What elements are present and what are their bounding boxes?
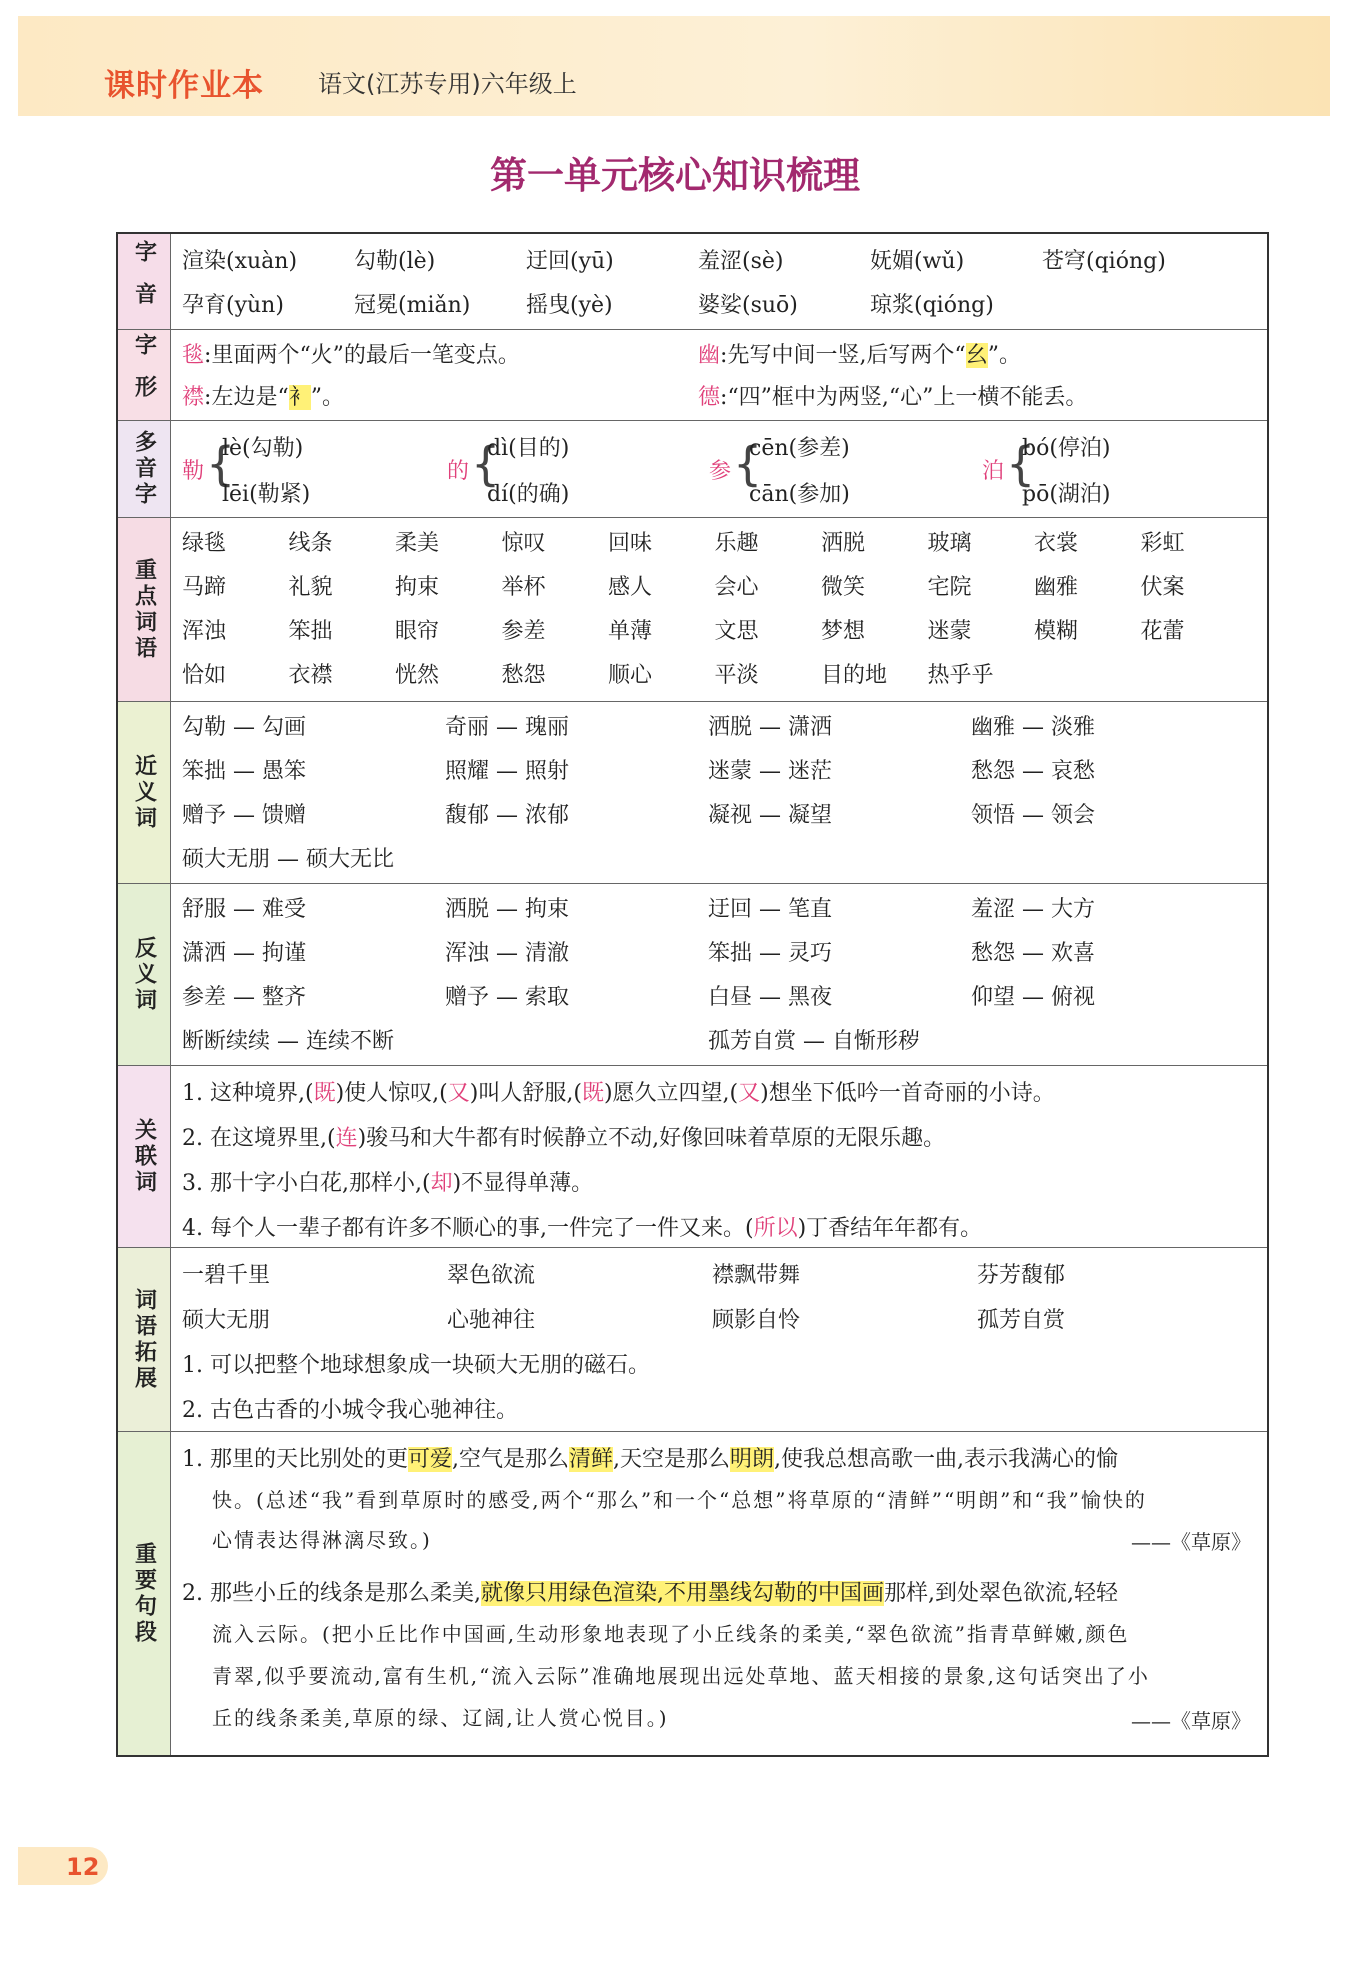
word-item: 馥郁 — 浓郁 bbox=[445, 803, 569, 828]
word-item: 眼帘 bbox=[395, 619, 440, 644]
word-item: 参差 — 整齐 bbox=[182, 985, 306, 1010]
word-item: 赠予 — 索取 bbox=[445, 985, 569, 1010]
pinyin-item: 羞涩(sè) bbox=[698, 249, 784, 274]
word-item: 会心 bbox=[714, 575, 759, 600]
zixing-item: 襟:左边是“衤”。 bbox=[182, 385, 344, 410]
idiom-item: 硕大无朋 bbox=[182, 1308, 271, 1333]
word-item: 舒服 — 难受 bbox=[182, 897, 306, 922]
knowledge-table bbox=[116, 232, 1269, 1757]
passage-note: 快。(总述“我”看到草原时的感受,两个“那么”和一个“总想”将草原的“清鲜”“明朗”和“我”愉快的 bbox=[212, 1488, 1147, 1512]
word-item: 硕大无朋 — 硕大无比 bbox=[182, 847, 394, 872]
key-passage: 2. 那些小丘的线条是那么柔美,就像只用绿色渲染,不用墨线勾勒的中国画那样,到处翠色欲流,轻轻 bbox=[182, 1581, 1118, 1606]
pinyin-item: 冠冕(miǎn) bbox=[354, 293, 471, 318]
passage-note: 流入云际。(把小丘比作中国画,生动形象地表现了小丘线条的柔美,“翠色欲流”指青草鲜嫩,颜色 bbox=[212, 1622, 1130, 1646]
guan-lian-content bbox=[182, 1066, 1259, 1247]
word-item: 梦想 bbox=[821, 619, 866, 644]
word-item: 照耀 — 照射 bbox=[445, 759, 569, 784]
word-item: 奇丽 — 瑰丽 bbox=[445, 715, 569, 740]
word-item: 热乎乎 bbox=[927, 663, 994, 688]
word-item: 愁怨 — 欢喜 bbox=[971, 941, 1095, 966]
fan-yi-content bbox=[182, 884, 1259, 1065]
passage-note: 丘的线条柔美,草原的绿、辽阔,让人赏心悦目。) bbox=[212, 1706, 669, 1730]
word-item: 浑浊 bbox=[182, 619, 227, 644]
word-item: 浑浊 — 清澈 bbox=[445, 941, 569, 966]
example-sentence: 2. 古色古香的小城令我心驰神往。 bbox=[182, 1398, 518, 1423]
row-duo-yin bbox=[118, 421, 1267, 518]
row-label: 关联词 bbox=[118, 1066, 171, 1247]
word-item: 平淡 bbox=[714, 663, 759, 688]
duo-yin-content bbox=[182, 421, 1259, 517]
zixing-item: 德:“四”框中为两竖,“心”上一横不能丢。 bbox=[698, 385, 1088, 410]
pinyin-item: 婆娑(suō) bbox=[698, 293, 798, 318]
row-label: 近义词 bbox=[118, 702, 171, 883]
page-number: 12 bbox=[66, 1853, 100, 1881]
passage-note: 青翠,似乎要流动,富有生机,“流入云际”准确地展现出远处草地、蓝天相接的景象,这句话突出了小 bbox=[212, 1664, 1150, 1688]
row-label: 字音 bbox=[118, 234, 171, 329]
pinyin-item: 摇曳(yè) bbox=[526, 293, 613, 318]
word-item: 微笑 bbox=[821, 575, 866, 600]
idiom-item: 芬芳馥郁 bbox=[977, 1263, 1066, 1288]
idiom-item: 顾影自怜 bbox=[712, 1308, 801, 1333]
word-item: 潇洒 — 拘谨 bbox=[182, 941, 306, 966]
word-item: 迷蒙 — 迷茫 bbox=[708, 759, 832, 784]
key-passage: 1. 那里的天比别处的更可爱,空气是那么清鲜,天空是那么明朗,使我总想高歌一曲,表示我满心的愉 bbox=[182, 1447, 1119, 1472]
polyphone-group: 勒 { lè(勾勒) lēi(勒紧) bbox=[182, 436, 311, 507]
word-item: 笨拙 — 灵巧 bbox=[708, 941, 832, 966]
row-label: 多音字 bbox=[118, 421, 171, 517]
conjunction-sentence: 4. 每个人一辈子都有许多不顺心的事,一件完了一件又来。(所以)丁香结年年都有。 bbox=[182, 1216, 983, 1241]
polyphone-group: 的 { dì(目的) dí(的确) bbox=[447, 436, 570, 507]
word-item: 拘束 bbox=[395, 575, 440, 600]
word-item: 衣襟 bbox=[288, 663, 333, 688]
idiom-item: 翠色欲流 bbox=[447, 1263, 536, 1288]
row-ju-duan bbox=[118, 1432, 1267, 1755]
row-label: 反义词 bbox=[118, 884, 171, 1065]
word-item: 花蕾 bbox=[1140, 619, 1185, 644]
word-item: 单薄 bbox=[608, 619, 653, 644]
word-item: 洒脱 — 潇洒 bbox=[708, 715, 832, 740]
word-item: 绿毯 bbox=[182, 531, 227, 556]
passage-source: ——《草原》 bbox=[1131, 1530, 1251, 1554]
word-item: 伏案 bbox=[1140, 575, 1185, 600]
conjunction-sentence: 3. 那十字小白花,那样小,(却)不显得单薄。 bbox=[182, 1171, 594, 1196]
pinyin-item: 迂回(yū) bbox=[526, 249, 614, 274]
word-item: 断断续续 — 连续不断 bbox=[182, 1029, 394, 1054]
word-item: 感人 bbox=[608, 575, 653, 600]
idiom-item: 一碧千里 bbox=[182, 1263, 271, 1288]
word-item: 羞涩 — 大方 bbox=[971, 897, 1095, 922]
word-item: 模糊 bbox=[1034, 619, 1079, 644]
pinyin-item: 妩媚(wǔ) bbox=[870, 249, 965, 274]
word-item: 孤芳自赏 — 自惭形秽 bbox=[708, 1029, 920, 1054]
word-item: 仰望 — 俯视 bbox=[971, 985, 1095, 1010]
pinyin-item: 渲染(xuàn) bbox=[182, 249, 298, 274]
word-item: 笨拙 — 愚笨 bbox=[182, 759, 306, 784]
conjunction-sentence: 1. 这种境界,(既)使人惊叹,(又)叫人舒服,(既)愿久立四望,(又)想坐下低吟一首奇丽的小诗。 bbox=[182, 1081, 1055, 1106]
brand-title: 课时作业本 bbox=[104, 68, 264, 104]
word-item: 衣裳 bbox=[1034, 531, 1079, 556]
word-item: 乐趣 bbox=[714, 531, 759, 556]
word-item: 马蹄 bbox=[182, 575, 227, 600]
example-sentence: 1. 可以把整个地球想象成一块硕大无朋的磁石。 bbox=[182, 1353, 650, 1378]
jin-yi-content bbox=[182, 702, 1259, 883]
word-item: 惊叹 bbox=[501, 531, 546, 556]
row-ci-yu bbox=[118, 518, 1267, 702]
passage-source: ——《草原》 bbox=[1131, 1709, 1251, 1733]
word-item: 线条 bbox=[288, 531, 333, 556]
polyphone-group: 泊 { bó(停泊) pō(湖泊) bbox=[982, 436, 1111, 507]
word-item: 领悟 — 领会 bbox=[971, 803, 1095, 828]
word-item: 恰如 bbox=[182, 663, 227, 688]
row-fan-yi bbox=[118, 884, 1267, 1066]
word-item: 勾勒 — 勾画 bbox=[182, 715, 306, 740]
word-item: 幽雅 bbox=[1034, 575, 1079, 600]
word-item: 迷蒙 bbox=[927, 619, 972, 644]
word-item: 迂回 — 笔直 bbox=[708, 897, 832, 922]
row-label: 词语拓展 bbox=[118, 1248, 171, 1431]
ci-yu-content bbox=[182, 518, 1259, 701]
conjunction-sentence: 2. 在这境界里,(连)骏马和大牛都有时候静立不动,好像回味着草原的无限乐趣。 bbox=[182, 1126, 946, 1151]
word-item: 举杯 bbox=[501, 575, 546, 600]
word-item: 目的地 bbox=[821, 663, 888, 688]
pinyin-item: 苍穹(qióng) bbox=[1042, 249, 1166, 274]
zi-xing-content bbox=[182, 330, 1259, 420]
word-item: 回味 bbox=[608, 531, 653, 556]
word-item: 愁怨 — 哀愁 bbox=[971, 759, 1095, 784]
tuo-zhan-content bbox=[182, 1248, 1259, 1431]
word-item: 文思 bbox=[714, 619, 759, 644]
word-item: 赠予 — 馈赠 bbox=[182, 803, 306, 828]
row-zi-xing bbox=[118, 330, 1267, 421]
row-jin-yi bbox=[118, 702, 1267, 884]
word-item: 柔美 bbox=[395, 531, 440, 556]
passage-note: 心情表达得淋漓尽致。) bbox=[212, 1528, 432, 1552]
row-guan-lian bbox=[118, 1066, 1267, 1248]
zi-yin-content bbox=[182, 234, 1259, 329]
polyphone-group: 参 { cēn(参差) cān(参加) bbox=[709, 436, 850, 507]
pinyin-item: 勾勒(lè) bbox=[354, 249, 436, 274]
word-item: 白昼 — 黑夜 bbox=[708, 985, 832, 1010]
word-item: 玻璃 bbox=[927, 531, 972, 556]
word-item: 洒脱 bbox=[821, 531, 866, 556]
word-item: 笨拙 bbox=[288, 619, 333, 644]
row-label: 重要句段 bbox=[118, 1432, 171, 1755]
word-item: 洒脱 — 拘束 bbox=[445, 897, 569, 922]
word-item: 顺心 bbox=[608, 663, 653, 688]
row-label: 字形 bbox=[118, 330, 171, 420]
idiom-item: 孤芳自赏 bbox=[977, 1308, 1066, 1333]
word-item: 愁怨 bbox=[501, 663, 546, 688]
pinyin-item: 琼浆(qióng) bbox=[870, 293, 994, 318]
word-item: 幽雅 — 淡雅 bbox=[971, 715, 1095, 740]
idiom-item: 襟飘带舞 bbox=[712, 1263, 801, 1288]
row-zi-yin bbox=[118, 234, 1267, 330]
word-item: 宅院 bbox=[927, 575, 972, 600]
word-item: 礼貌 bbox=[288, 575, 333, 600]
word-item: 彩虹 bbox=[1140, 531, 1185, 556]
word-item: 凝视 — 凝望 bbox=[708, 803, 832, 828]
ju-duan-content bbox=[182, 1432, 1259, 1755]
row-label: 重点词语 bbox=[118, 518, 171, 701]
word-item: 恍然 bbox=[395, 663, 440, 688]
zixing-item: 幽:先写中间一竖,后写两个“幺”。 bbox=[698, 343, 1021, 368]
row-tuo-zhan bbox=[118, 1248, 1267, 1432]
zixing-item: 毯:里面两个“火”的最后一笔变点。 bbox=[182, 343, 520, 368]
pinyin-item: 孕育(yùn) bbox=[182, 293, 284, 318]
subject-title: 语文(江苏专用)六年级上 bbox=[318, 70, 577, 98]
idiom-item: 心驰神往 bbox=[447, 1308, 536, 1333]
word-item: 参差 bbox=[501, 619, 546, 644]
page-title: 第一单元核心知识梳理 bbox=[490, 154, 860, 197]
